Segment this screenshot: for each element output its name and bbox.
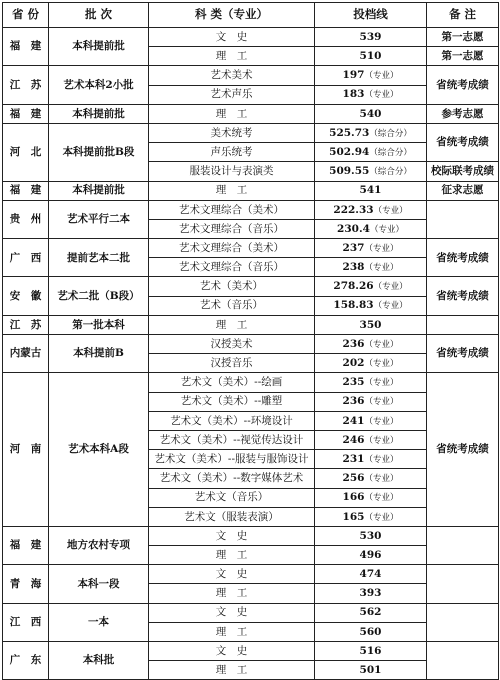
score-value: 540 [359, 107, 382, 120]
note-cell: 校际联考成绩 [427, 162, 499, 181]
score-note: （专业） [364, 359, 399, 370]
note-cell: 省统考成绩 [427, 335, 499, 373]
subject-cell: 艺术声乐 [149, 85, 315, 104]
subject-cell: 服装设计与表演类 [149, 162, 315, 181]
score-value: 236 [342, 337, 365, 350]
batch-cell: 本科一段 [49, 565, 149, 603]
province-cell: 贵 州 [3, 200, 49, 238]
subject-cell: 艺术文（美术）--环境设计 [149, 411, 315, 430]
score-cell [315, 104, 427, 123]
score-note: （综合分） [369, 147, 412, 158]
subject-cell: 声乐统考 [149, 143, 315, 162]
score-note: （专业） [364, 512, 399, 523]
score-cell [315, 181, 427, 200]
table-row [3, 239, 499, 258]
note-cell: 征求志愿 [427, 181, 499, 200]
province-cell: 福 建 [3, 181, 49, 200]
score-value: 231 [342, 452, 365, 465]
province-cell: 河 南 [3, 373, 49, 527]
score-value: 501 [359, 664, 382, 677]
score-value: 237 [342, 241, 365, 254]
score-value: 165 [342, 510, 365, 523]
score-value: 230.4 [337, 222, 370, 235]
note-cell: 第一志愿 [427, 47, 499, 66]
note-cell: 省统考成绩 [427, 239, 499, 277]
score-cell [315, 28, 427, 47]
score-value: 236 [342, 395, 365, 408]
admission-score-table-container [2, 2, 499, 680]
subject-cell: 艺术文（美术）--视觉传达设计 [149, 430, 315, 449]
score-value: 246 [342, 433, 365, 446]
batch-cell: 本科提前批 [49, 104, 149, 123]
admission-score-table [2, 2, 499, 680]
score-value: 541 [359, 184, 382, 197]
score-cell [315, 258, 427, 277]
score-value: 539 [359, 30, 382, 43]
score-value: 278.26 [333, 280, 374, 293]
score-cell [315, 411, 427, 430]
batch-cell: 本科提前B [49, 335, 149, 373]
province-cell: 内蒙古 [3, 335, 49, 373]
score-value: 562 [359, 606, 382, 619]
score-value: 560 [359, 625, 382, 638]
score-note: （专业） [364, 474, 399, 485]
province-cell: 江 西 [3, 603, 49, 641]
table-row [3, 104, 499, 123]
table-row [3, 565, 499, 584]
score-value: 496 [359, 548, 382, 561]
subject-cell: 文 史 [149, 642, 315, 661]
province-cell: 福 建 [3, 104, 49, 123]
score-cell [315, 143, 427, 162]
score-value: 474 [359, 568, 382, 581]
note-cell [427, 526, 499, 564]
note-cell [427, 565, 499, 603]
note-cell: 省统考成绩 [427, 123, 499, 161]
score-cell [315, 488, 427, 507]
score-cell [315, 565, 427, 584]
score-value: 516 [359, 644, 382, 657]
header-province: 省 份 [3, 3, 49, 28]
score-value: 183 [342, 88, 365, 101]
table-row [3, 28, 499, 47]
province-cell: 河 北 [3, 123, 49, 181]
subject-cell: 理 工 [149, 181, 315, 200]
subject-cell: 文 史 [149, 526, 315, 545]
score-cell [315, 296, 427, 315]
province-cell: 广 东 [3, 642, 49, 680]
table-row [3, 66, 499, 85]
subject-cell: 理 工 [149, 546, 315, 565]
batch-cell: 艺术本科2小批 [49, 66, 149, 104]
header-row [3, 3, 499, 28]
batch-cell: 艺术平行二本 [49, 200, 149, 238]
subject-cell: 文 史 [149, 603, 315, 622]
score-cell [315, 85, 427, 104]
table-row [3, 277, 499, 296]
table-body [3, 28, 499, 680]
score-value: 202 [342, 357, 365, 370]
score-value: 166 [342, 491, 365, 504]
subject-cell: 理 工 [149, 47, 315, 66]
subject-cell: 艺术文理综合（音乐） [149, 219, 315, 238]
subject-cell: 理 工 [149, 584, 315, 603]
subject-cell: 汉授音乐 [149, 354, 315, 373]
note-cell [427, 642, 499, 680]
subject-cell: 理 工 [149, 661, 315, 680]
batch-cell: 提前艺本二批 [49, 239, 149, 277]
subject-cell: 理 工 [149, 315, 315, 334]
note-cell: 第一志愿 [427, 28, 499, 47]
score-cell [315, 66, 427, 85]
score-cell [315, 603, 427, 622]
note-cell [427, 315, 499, 334]
subject-cell: 艺术文（音乐） [149, 488, 315, 507]
note-cell: 省统考成绩 [427, 277, 499, 315]
subject-cell: 艺术文理综合（美术） [149, 239, 315, 258]
subject-cell: 文 史 [149, 28, 315, 47]
score-value: 393 [359, 587, 382, 600]
score-cell [315, 47, 427, 66]
score-note: （专业） [373, 282, 408, 293]
score-note: （专业） [364, 71, 399, 82]
batch-cell: 一本 [49, 603, 149, 641]
subject-cell: 理 工 [149, 622, 315, 641]
subject-cell: 文 史 [149, 565, 315, 584]
note-cell [427, 200, 499, 238]
score-note: （专业） [364, 263, 399, 274]
note-cell: 省统考成绩 [427, 66, 499, 104]
score-note: （综合分） [369, 128, 412, 139]
score-cell [315, 642, 427, 661]
table-row [3, 200, 499, 219]
header-subject: 科 类（专业） [149, 3, 315, 28]
score-cell [315, 123, 427, 142]
score-cell [315, 162, 427, 181]
score-note: （专业） [364, 90, 399, 101]
score-cell [315, 661, 427, 680]
score-note: （专业） [373, 301, 408, 312]
score-cell [315, 354, 427, 373]
score-cell [315, 373, 427, 392]
score-value: 502.94 [329, 145, 370, 158]
note-cell [427, 603, 499, 641]
score-value: 197 [342, 69, 365, 82]
subject-cell: 艺术（美术） [149, 277, 315, 296]
province-cell: 广 西 [3, 239, 49, 277]
score-note: （专业） [364, 493, 399, 504]
province-cell: 安 徽 [3, 277, 49, 315]
score-value: 158.83 [333, 299, 374, 312]
score-cell [315, 507, 427, 526]
province-cell: 青 海 [3, 565, 49, 603]
table-row [3, 123, 499, 142]
table-row [3, 335, 499, 354]
header-note: 备 注 [427, 3, 499, 28]
subject-cell: 艺术文理综合（音乐） [149, 258, 315, 277]
score-value: 525.73 [329, 126, 370, 139]
batch-cell: 第一批本科 [49, 315, 149, 334]
score-value: 510 [359, 50, 382, 63]
score-note: （专业） [364, 397, 399, 408]
score-cell [315, 430, 427, 449]
batch-cell: 艺术二批（B段） [49, 277, 149, 315]
score-value: 235 [342, 376, 365, 389]
score-cell [315, 622, 427, 641]
subject-cell: 艺术文（美术）--绘画 [149, 373, 315, 392]
score-note: （专业） [364, 435, 399, 446]
score-value: 509.55 [329, 165, 370, 178]
table-row [3, 315, 499, 334]
score-note: （专业） [364, 378, 399, 389]
score-value: 222.33 [333, 203, 374, 216]
score-cell [315, 200, 427, 219]
province-cell: 江 苏 [3, 315, 49, 334]
score-note: （专业） [364, 243, 399, 254]
score-cell [315, 219, 427, 238]
score-cell [315, 392, 427, 411]
batch-cell: 地方农村专项 [49, 526, 149, 564]
score-cell [315, 584, 427, 603]
header-batch: 批 次 [49, 3, 149, 28]
batch-cell: 本科提前批B段 [49, 123, 149, 181]
score-value: 256 [342, 472, 365, 485]
subject-cell: 艺术文（服装表演） [149, 507, 315, 526]
score-cell [315, 450, 427, 469]
score-value: 241 [342, 414, 365, 427]
subject-cell: 汉授美术 [149, 335, 315, 354]
table-row [3, 526, 499, 545]
subject-cell: 艺术文（美术）--雕塑 [149, 392, 315, 411]
table-row [3, 603, 499, 622]
table-row [3, 642, 499, 661]
score-note: （专业） [373, 205, 408, 216]
batch-cell: 本科批 [49, 642, 149, 680]
province-cell: 福 建 [3, 28, 49, 66]
subject-cell: 艺术文（美术）--服装与服饰设计 [149, 450, 315, 469]
subject-cell: 艺术（音乐） [149, 296, 315, 315]
score-value: 238 [342, 261, 365, 274]
table-row [3, 181, 499, 200]
score-cell [315, 277, 427, 296]
score-cell [315, 335, 427, 354]
score-cell [315, 239, 427, 258]
province-cell: 江 苏 [3, 66, 49, 104]
score-note: （综合分） [369, 167, 412, 178]
subject-cell: 理 工 [149, 104, 315, 123]
score-note: （专业） [364, 339, 399, 350]
score-cell [315, 526, 427, 545]
score-note: （专业） [364, 454, 399, 465]
batch-cell: 艺术本科A段 [49, 373, 149, 527]
subject-cell: 美术统考 [149, 123, 315, 142]
subject-cell: 艺术文（美术）--数字媒体艺术 [149, 469, 315, 488]
note-cell: 参考志愿 [427, 104, 499, 123]
score-cell [315, 546, 427, 565]
score-value: 530 [359, 529, 382, 542]
province-cell: 福 建 [3, 526, 49, 564]
subject-cell: 艺术美术 [149, 66, 315, 85]
note-cell: 省统考成绩 [427, 373, 499, 527]
table-row [3, 373, 499, 392]
score-note: （专业） [369, 224, 404, 235]
score-value: 350 [359, 318, 382, 331]
batch-cell: 本科提前批 [49, 28, 149, 66]
batch-cell: 本科提前批 [49, 181, 149, 200]
score-cell [315, 315, 427, 334]
score-note: （专业） [364, 416, 399, 427]
subject-cell: 艺术文理综合（美术） [149, 200, 315, 219]
header-score: 投档线 [315, 3, 427, 28]
score-cell [315, 469, 427, 488]
